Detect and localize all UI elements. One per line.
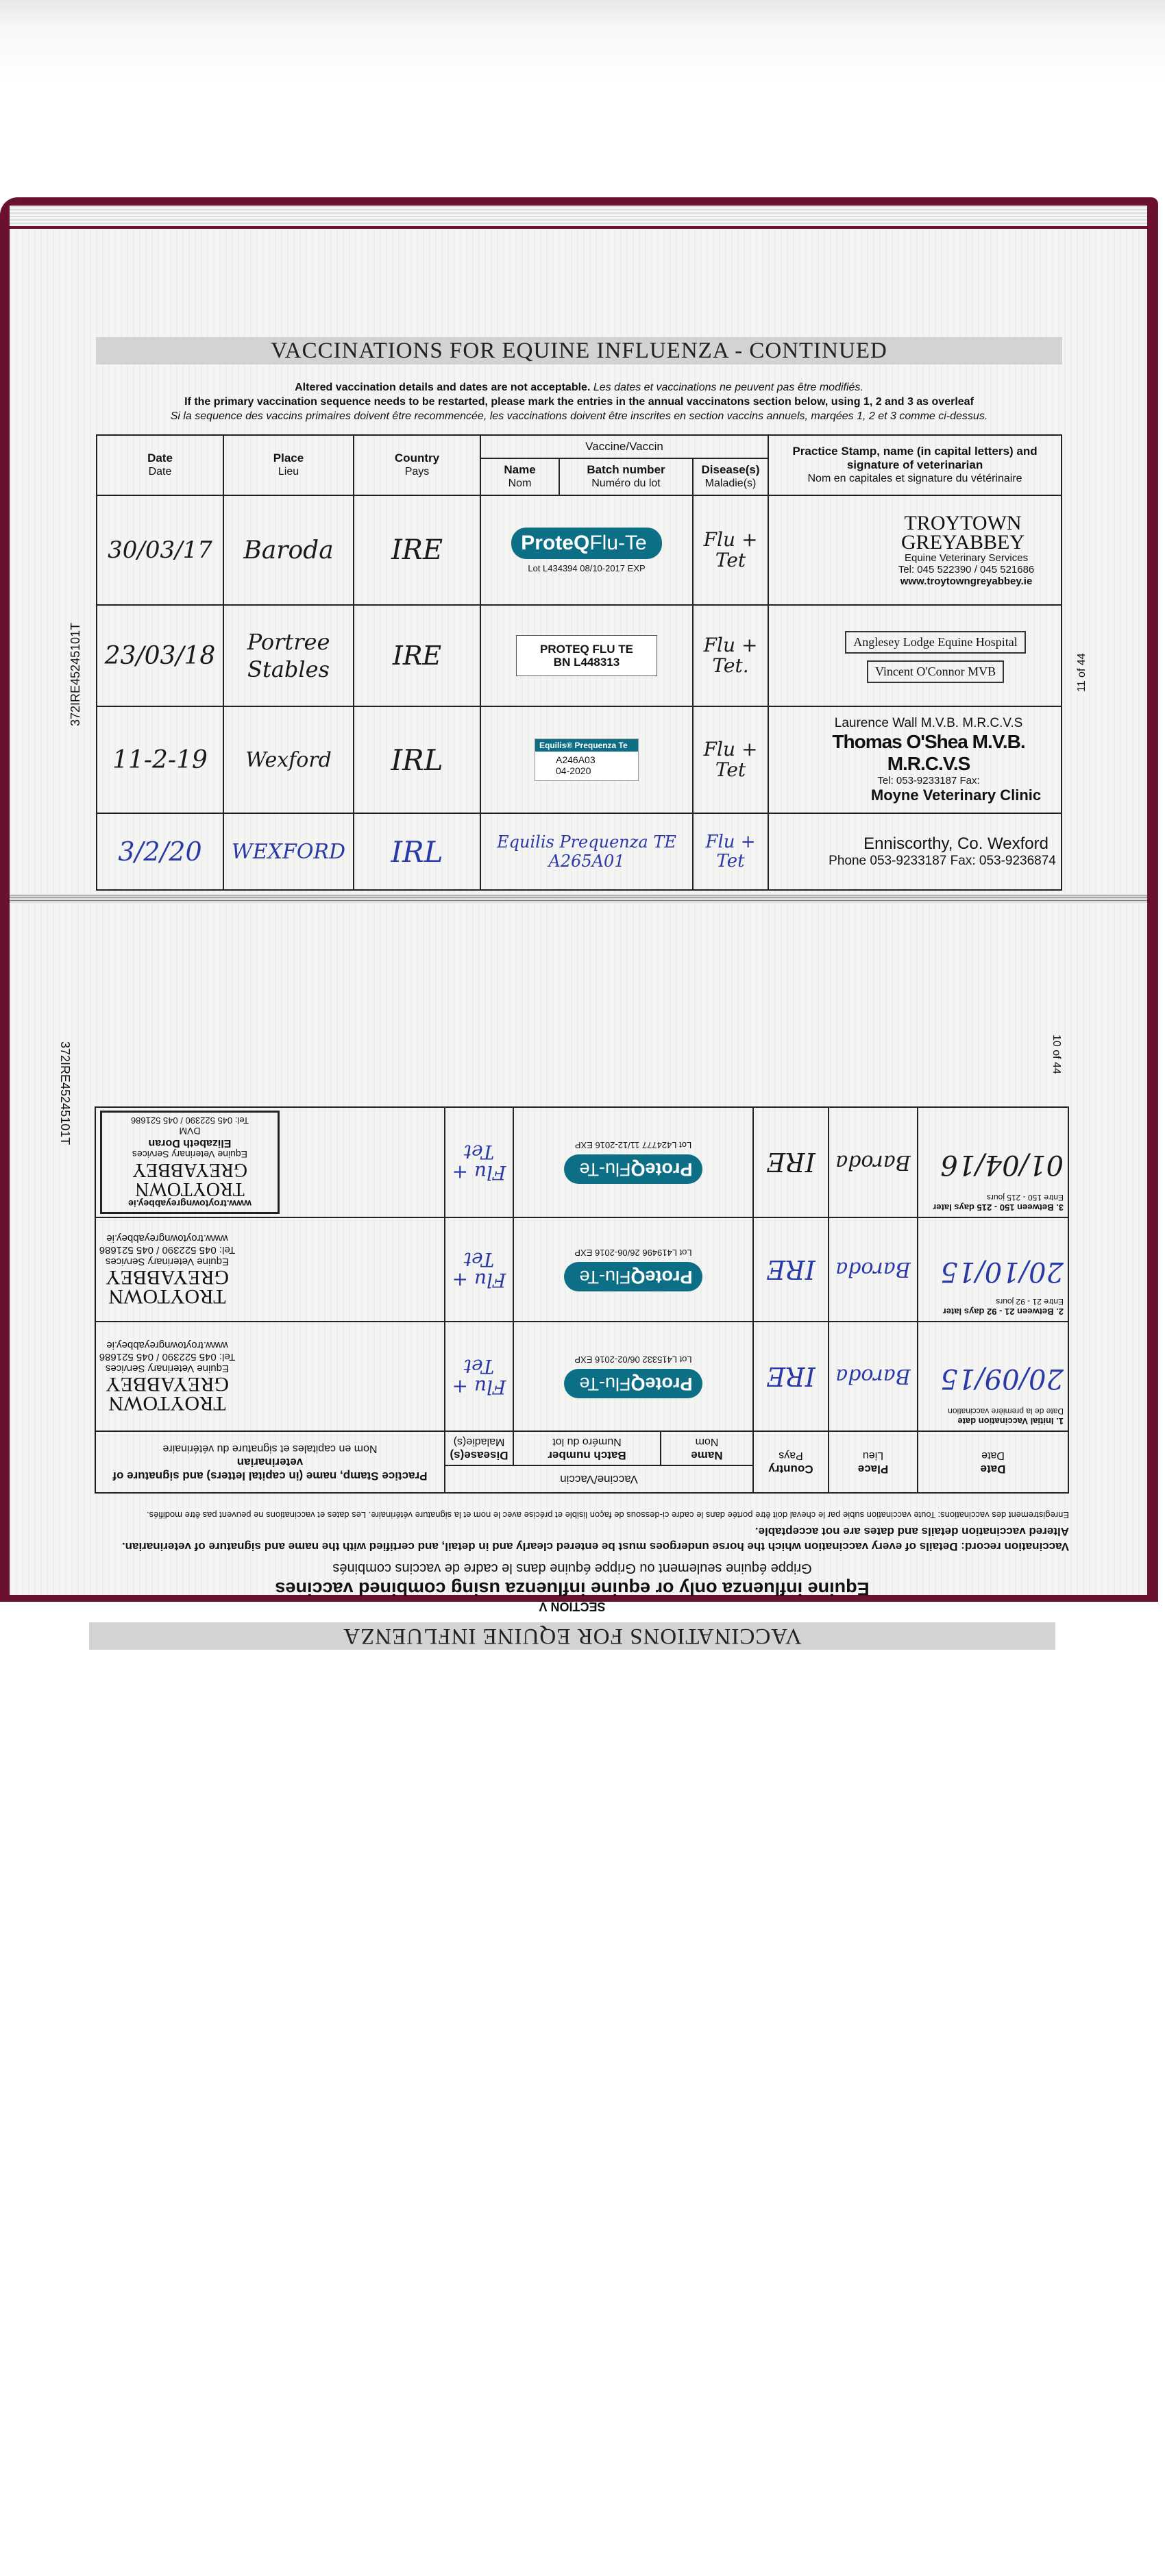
vaccination-table xyxy=(95,1106,1069,1494)
country-cell: IRE xyxy=(354,495,480,605)
proteq-sticker: ProteQFlu-Te xyxy=(564,1369,702,1398)
header-disease: Disease(s) Maladie(s) xyxy=(693,458,768,495)
disease-cell: Flu + Tet xyxy=(693,706,768,813)
notes xyxy=(96,380,1062,423)
stamp-line-3: Tel: 053-9233187 Fax: xyxy=(877,774,980,787)
vaccine-handwritten-cell xyxy=(480,813,693,890)
note-line-1-italic: Les dates et vaccinations ne peuvent pas être modifiés. xyxy=(593,382,863,393)
stamp-cell xyxy=(768,605,1062,706)
header-country: Country Pays xyxy=(354,435,480,495)
header-stamp: Practice Stamp, name (in capital letters) and signature of veterinarian Nom en capitales et signature du vétérinaire xyxy=(95,1431,445,1493)
vaccine-label-cell xyxy=(480,605,693,706)
disease-cell: Flu + Tet. xyxy=(693,605,768,706)
passport-id: 372IRE45245101T xyxy=(69,622,82,726)
table-row xyxy=(97,706,1062,813)
record-note-fr: Enregistrement des vaccinations: Toute vaccination subie par le cheval doit être portée dans le cadre ci-dessous de façon lisible et précise avec le nom et la signature vétérinaire. Les dates et vaccinations ne peuvent pas être modifiés. xyxy=(146,1510,1069,1520)
header-batch: Batch number Numéro du lot xyxy=(513,1431,661,1465)
disease-cell: Flu + Tet xyxy=(445,1107,513,1217)
header-batch: Batch number Numéro du lot xyxy=(559,458,693,495)
table-row xyxy=(95,1217,1068,1322)
vaccine-label: PROTEQ FLU TE BN L448313 xyxy=(516,635,657,676)
sticker-lot: Lot L419496 26/06-2016 EXP xyxy=(574,1248,692,1258)
stamp-web: www.troytowngreyabbey.ie xyxy=(106,1339,228,1352)
stamp-vet-name: Vincent O'Connor MVB xyxy=(867,660,1004,683)
stamp-line-1: Laurence Wall M.V.B. M.R.C.V.S xyxy=(834,715,1023,730)
header-date: Date Date xyxy=(97,435,223,495)
page-title: VACCINATIONS FOR EQUINE INFLUENZA - CONTINUED xyxy=(96,337,1062,364)
stamp-hospital: Anglesey Lodge Equine Hospital xyxy=(845,631,1025,654)
place-cell: Baroda xyxy=(829,1107,918,1217)
page-number: 11 of 44 xyxy=(1076,653,1088,692)
stamp-subtitle: Equine Veterinary Services xyxy=(132,1149,248,1160)
place-cell: Baroda xyxy=(829,1217,918,1322)
stamp-tel: Tel: 045 522390 / 045 521686 xyxy=(130,1115,249,1126)
place-cell: Wexford xyxy=(223,706,354,813)
vaccination-table-continued xyxy=(96,434,1062,891)
header-disease: Disease(s) Maladie(s) xyxy=(445,1431,513,1465)
stamp-cell xyxy=(95,1322,445,1431)
vaccine-sticker-cell xyxy=(513,1107,753,1217)
section-heading: Equine influenza only or equine influenza using combined vaccines xyxy=(275,1578,870,1599)
sticker-lot: Lot L415332 06/02-2016 EXP xyxy=(574,1354,692,1365)
country-cell: IRL xyxy=(354,706,480,813)
date-cell: 3. Between 150 - 215 days later Entre 150 - 215 jours 01/04/16 xyxy=(918,1107,1068,1217)
place-cell: Portree Stables xyxy=(223,605,354,706)
date-cell: 30/03/17 xyxy=(97,495,223,605)
header-country: Country Pays xyxy=(753,1431,829,1493)
header-vaccine: Vaccine/Vaccin xyxy=(445,1465,753,1493)
vaccine-batch: A265A01 xyxy=(548,852,625,871)
stamp-cell xyxy=(95,1107,445,1217)
stamp-tel: Tel: 045 522390 / 045 521686 xyxy=(99,1244,236,1256)
disease-cell: Flu + Tet xyxy=(693,495,768,605)
table-row xyxy=(97,495,1062,605)
page-title: VACCINATIONS FOR EQUINE INFLUENZA xyxy=(89,1622,1055,1650)
stamp-subtitle: Equine Veterinary Services xyxy=(904,552,1029,564)
country-cell: IRE xyxy=(753,1107,829,1217)
header-stamp: Practice Stamp, name (in capital letters) and signature of veterinarian Nom en capitales et signature du vétérinaire xyxy=(768,435,1062,495)
country-cell: IRL xyxy=(354,813,480,890)
section-heading-fr: Grippe équine seulement ou Grippe équine dans le cadre de vaccins combinés xyxy=(332,1561,812,1576)
record-note: Vaccination record: Details of every vaccination which the horse undergoes must be entered clearly and in detail, and certified with the name and signature of veterinarian. Altered vaccination details and dates are not acceptable. xyxy=(121,1525,1069,1553)
header-name: Name Nom xyxy=(480,458,559,495)
table-row xyxy=(97,605,1062,706)
page-10-content xyxy=(0,974,1165,2576)
stamp-title: TROYTOWN GREYABBEY xyxy=(901,511,1025,554)
disease-cell: Flu + Tet xyxy=(445,1217,513,1322)
vaccine-name: Equilis Prequenza TE xyxy=(497,832,676,852)
stamp-subtitle: Equine Veterinary Services xyxy=(105,1363,230,1375)
place-cell: Baroda xyxy=(829,1322,918,1431)
date-cell: 1. Initial Vaccination date Date de la première vaccination 20/09/15 xyxy=(918,1322,1068,1431)
note-line-3: Si la sequence des vaccins primaires doivent être recommencée, les vaccinations doivent être inscrites en section vaccins annuels, marqées 1, 2 et 3 comme ci-dessus. xyxy=(170,410,988,422)
header-vaccine: Vaccine/Vaccin xyxy=(480,435,768,458)
stamp-line-2: Thomas O'Shea M.V.B. M.R.C.V.S xyxy=(832,730,1025,774)
table-row xyxy=(97,813,1062,890)
disease-cell: Flu + Tet xyxy=(445,1322,513,1431)
stamp-line-1: Enniscorthy, Co. Wexford xyxy=(863,834,1048,853)
table-row xyxy=(95,1107,1068,1217)
stamp-tel: Tel: 045 522390 / 045 521686 xyxy=(898,563,1035,575)
stamp-tel: Tel: 045 522390 / 045 521686 xyxy=(99,1351,236,1363)
vaccine-sticker-cell xyxy=(480,495,693,605)
disease-cell: Flu + Tet xyxy=(693,813,768,890)
place-cell: Baroda xyxy=(223,495,354,605)
vaccine-sticker-cell xyxy=(513,1322,753,1431)
date-cell: 2. Between 21 - 92 days later Entre 21 - 92 jours 20/10/15 xyxy=(918,1217,1068,1322)
stamp-cell xyxy=(95,1217,445,1322)
stamp-title: TROYTOWN GREYABBEY xyxy=(105,1266,229,1309)
page-number: 10 of 44 xyxy=(1051,1035,1062,1074)
country-cell: IRE xyxy=(753,1322,829,1431)
header-place: Place Lieu xyxy=(223,435,354,495)
place-cell: WEXFORD xyxy=(223,813,354,890)
proteq-sticker: ProteQFlu-Te xyxy=(564,1262,702,1291)
stamp-vet-name: Elizabeth Doran xyxy=(148,1137,232,1149)
page-edge xyxy=(10,206,1147,226)
date-cell: 23/03/18 xyxy=(97,605,223,706)
stamp-line-2: Phone 053-9233187 Fax: 053-9236874 xyxy=(829,854,1056,868)
stamp-web: www.troytowngreyabbey.ie xyxy=(900,575,1033,587)
vaccine-sticker-cell xyxy=(513,1217,753,1322)
note-line-1-bold: Altered vaccination details and dates are not acceptable. xyxy=(295,382,591,393)
date-cell: 11-2-19 xyxy=(97,706,223,813)
equilis-sticker: Equilis® Prequenza Te A246A03 04-2020 xyxy=(535,739,639,781)
stamp-vet-degree: DVM xyxy=(179,1126,201,1137)
note-line-2: If the primary vaccination sequence needs to be restarted, please mark the entries in the annual vaccinatons section below, using 1, 2 and 3 as overleaf xyxy=(184,396,974,408)
table-row xyxy=(95,1322,1068,1431)
stamp-cell xyxy=(768,495,1062,605)
stamp-web: www.troytowngreyabbey.ie xyxy=(106,1233,228,1245)
sticker-lot: Lot L434394 08/10-2017 EXP xyxy=(528,562,646,573)
proteq-sticker: ProteQFlu-Te xyxy=(564,1155,702,1185)
stamp-title: TROYTOWN GREYABBEY xyxy=(132,1159,247,1200)
header-date: Date Date xyxy=(918,1431,1068,1493)
section-label: SECTION V xyxy=(539,1600,606,1613)
stamp-line-4: Moyne Veterinary Clinic xyxy=(870,786,1042,804)
proteq-sticker: ProteQFlu-Te xyxy=(511,528,661,559)
header-name: Name Nom xyxy=(661,1431,753,1465)
stamp-cell xyxy=(768,706,1062,813)
stamp-web: www.troytowngreyabbey.ie xyxy=(128,1198,252,1209)
country-cell: IRE xyxy=(354,605,480,706)
stamp-title: TROYTOWN GREYABBEY xyxy=(105,1373,229,1415)
header-place: Place Lieu xyxy=(829,1431,918,1493)
stamp-cell xyxy=(768,813,1062,890)
passport-id: 372IRE45245101T xyxy=(58,1041,72,1145)
vaccine-sticker-cell xyxy=(480,706,693,813)
country-cell: IRE xyxy=(753,1217,829,1322)
stamp-subtitle: Equine Veterinary Services xyxy=(105,1256,230,1268)
sticker-lot: Lot L424777 11/12-2016 EXP xyxy=(574,1140,692,1151)
date-cell: 3/2/20 xyxy=(97,813,223,890)
